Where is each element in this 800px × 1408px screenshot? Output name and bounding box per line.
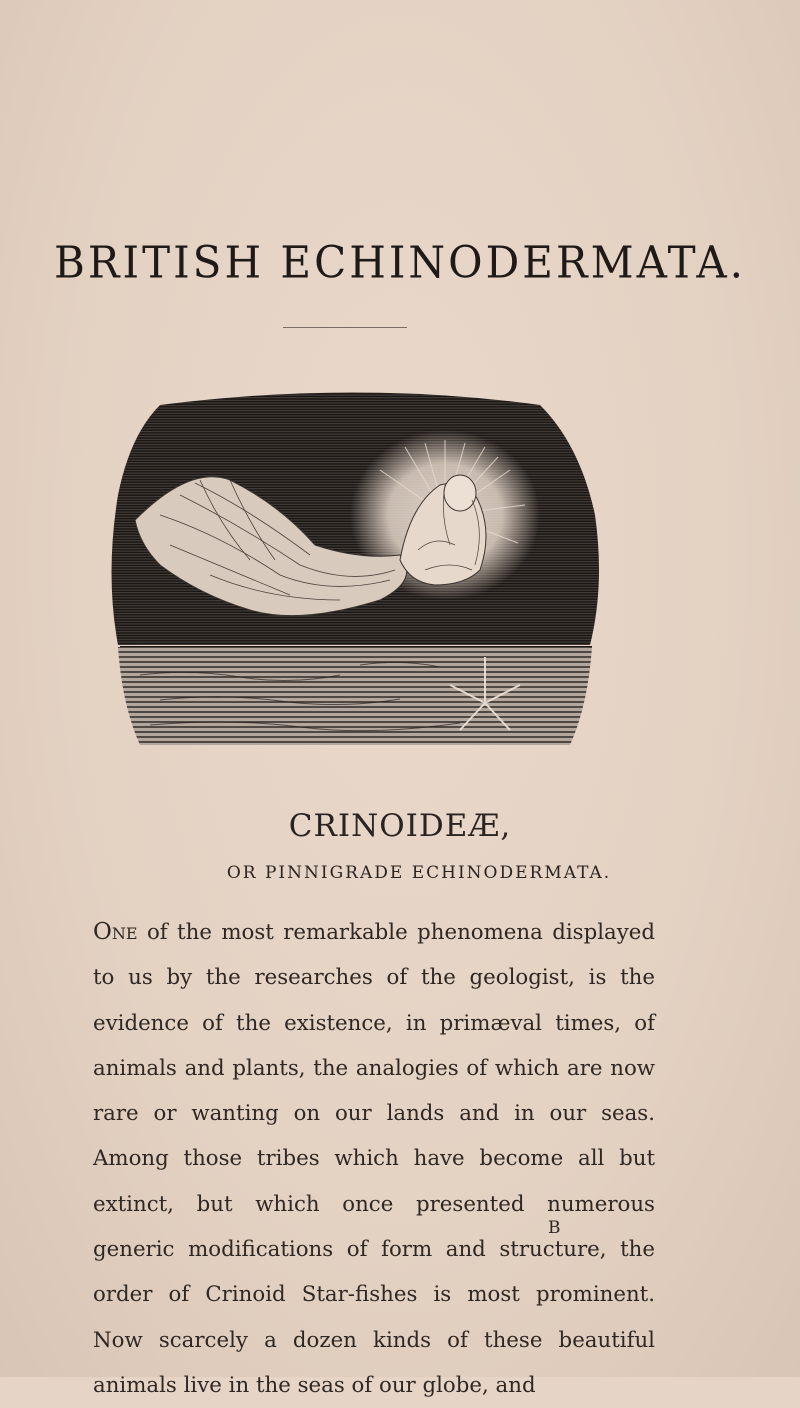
page-title: BRITISH ECHINODERMATA.	[53, 236, 747, 289]
section-title: CRINOIDEÆ,	[288, 808, 512, 844]
signature-mark: B	[548, 1218, 561, 1238]
body-paragraph	[93, 910, 655, 1408]
body-text-rest: of the most remarkable phenomena displayed to us by the researches of the geologist, is the evidence of the existence, in primæval times, of animals and plants, the analogies of which are now rare or wanting on our lands and in our seas. Among those tribes which have become all but extinct, but which once presented numerous generic modifications of form and structure, the order of Crinoid Star-fishes is most prominent. Now scarcely a dozen kinds of these beautiful animals live in the seas of our globe, and	[93, 920, 655, 1398]
first-word: One	[93, 919, 138, 945]
title-rule	[283, 327, 407, 328]
engraved-vignette-illustration	[100, 385, 610, 775]
section-subtitle: OR PINNIGRADE ECHINODERMATA.	[226, 863, 612, 883]
